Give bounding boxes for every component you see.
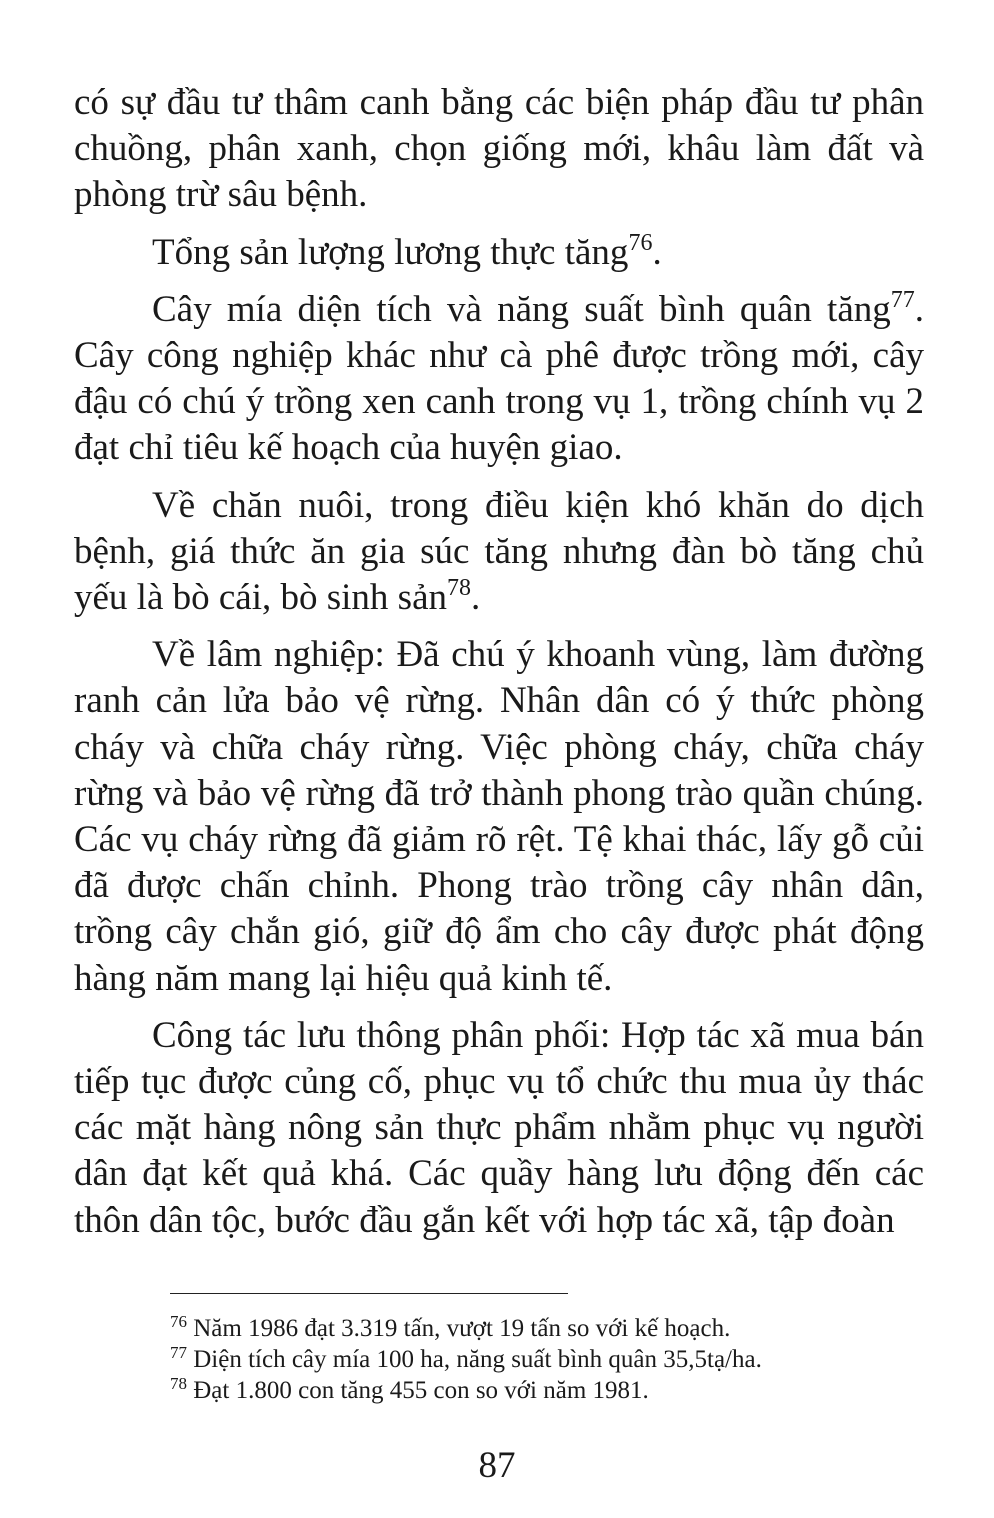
page-body	[74, 80, 924, 1255]
paragraph-4	[74, 483, 924, 622]
footnote-ref-77: 77	[890, 286, 915, 313]
paragraph-4-text: Về chăn nuôi, trong điều kiện khó khăn do dịch bệnh, giá thức ăn gia súc tăng nhưng đàn bò tăng chủ yếu là bò cái, bò sinh sản	[74, 484, 924, 619]
footnote-76	[170, 1313, 930, 1344]
footnote-number: 78	[170, 1374, 187, 1393]
paragraph-2	[74, 230, 924, 276]
paragraph-6	[74, 1013, 924, 1244]
footnote-77	[170, 1344, 930, 1375]
paragraph-6-text: Công tác lưu thông phân phối: Hợp tác xã mua bán tiếp tục được củng cố, phục vụ tổ chức thu mua ủy thác các mặt hàng nông sản thực phẩm nhằm phục vụ người dân đạt kết quả khá. Các quầy hàng lưu động đến các thôn dân tộc, bước đầu gắn kết với hợp tác xã, tập đoàn	[74, 1014, 924, 1241]
paragraph-3	[74, 287, 924, 472]
footnote-text: Đạt 1.800 con tăng 455 con so với năm 1981.	[187, 1377, 649, 1404]
paragraph-5	[74, 632, 924, 1002]
footnote-78	[170, 1375, 930, 1406]
footnotes	[170, 1313, 930, 1406]
footnote-number: 77	[170, 1343, 187, 1362]
paragraph-1	[74, 80, 924, 219]
footnote-separator	[170, 1293, 568, 1294]
paragraph-1-text: có sự đầu tư thâm canh bằng các biện pháp đầu tư phân chuồng, phân xanh, chọn giống mới, khâu làm đất và phòng trừ sâu bệnh.	[74, 82, 924, 216]
footnote-text: Diện tích cây mía 100 ha, năng suất bình quân 35,5tạ/ha.	[187, 1346, 762, 1373]
paragraph-3-tail: . Cây công nghiệp khác như cà phê được trồng mới, cây đậu có chú ý trồng xen canh trong vụ 1, trồng chính vụ 2 đạt chỉ tiêu kế hoạch của huyện giao.	[74, 288, 924, 469]
paragraph-3-text: Cây mía diện tích và năng suất bình quân tăng	[152, 288, 891, 330]
paragraph-5-text: Về lâm nghiệp: Đã chú ý khoanh vùng, làm đường ranh cản lửa bảo vệ rừng. Nhân dân có ý thức phòng cháy và chữa cháy rừng. Việc phòng cháy, chữa cháy rừng và bảo vệ rừng đã trở thành phong trào quần chúng. Các vụ cháy rừng đã giảm rõ rệt. Tệ khai thác, lấy gỗ củi đã được chấn chỉnh. Phong trào trồng cây nhân dân, trồng cây chắn gió, giữ độ ẩm cho cây được phát động hàng năm mang lại hiệu quả kinh tế.	[74, 634, 924, 999]
page-number: 87	[478, 1445, 516, 1486]
footnote-ref-76: 76	[628, 229, 653, 256]
paragraph-2-text: Tổng sản lượng lương thực tăng	[152, 231, 629, 273]
footnote-number: 76	[170, 1312, 187, 1331]
paragraph-2-tail: .	[652, 231, 662, 273]
paragraph-4-tail: .	[471, 577, 481, 619]
body-text	[74, 80, 924, 1244]
footnote-text: Năm 1986 đạt 3.319 tấn, vượt 19 tấn so với kế hoạch.	[187, 1315, 731, 1342]
footnote-ref-78: 78	[447, 575, 471, 602]
